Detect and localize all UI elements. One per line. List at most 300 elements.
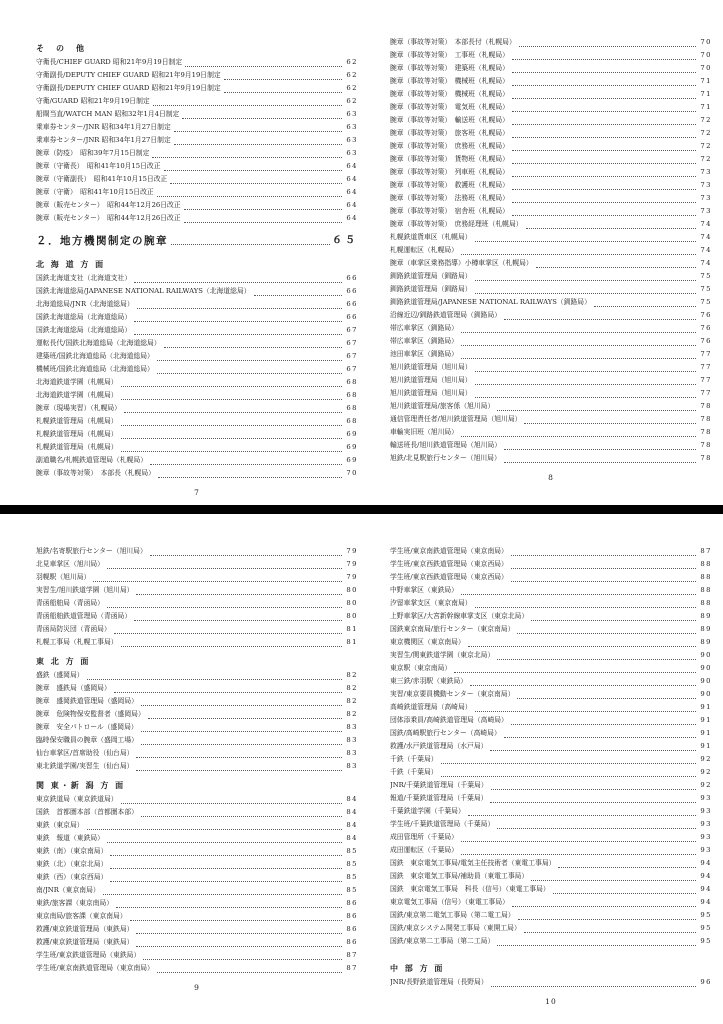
entry-page-number: 86 xyxy=(346,899,358,907)
entry-title: 国鉄 東京電気工事局/補助員（東電工事局） xyxy=(390,872,529,880)
dotted-leader xyxy=(224,69,342,80)
dotted-leader xyxy=(150,545,342,556)
entry-title: 車輪実旧班（旭川局） xyxy=(390,428,458,436)
entry-title: 国鉄/高崎駅旅行センター（高崎局） xyxy=(390,729,501,737)
entry-title: 腕章（守衛） 昭和41年10月15日改正 xyxy=(36,188,154,196)
dotted-leader xyxy=(461,348,696,359)
toc-entry xyxy=(390,740,712,753)
dotted-leader xyxy=(184,199,342,210)
dotted-leader xyxy=(461,244,696,255)
entry-page-number: 87 xyxy=(346,964,358,972)
dotted-leader xyxy=(121,793,342,804)
entry-page-number: 81 xyxy=(346,625,358,633)
entry-page-number: 75 xyxy=(700,285,712,293)
entry-title: 国鉄 東京電気工事局/電気主任技術者（東電工事局） xyxy=(390,859,556,867)
dotted-leader xyxy=(87,669,342,680)
entry-title: 東京駅（東京南局） xyxy=(390,664,452,672)
entry-title: 国鉄/東京第二工事局（第二工局） xyxy=(390,937,495,945)
toc-entry xyxy=(36,845,358,858)
entry-title: 東京電気工事局（信号）（東電工事局） xyxy=(390,898,509,906)
entry-page-number: 90 xyxy=(700,690,712,698)
entry-title: 腕章（事故等対策） 庶務経理班（札幌局） xyxy=(390,220,523,228)
entry-title: 中野車掌区（東鉄局） xyxy=(390,586,458,594)
entry-title: 国鉄/東京第二電気工事局（第二電工局） xyxy=(390,911,515,919)
entry-page-number: 93 xyxy=(700,820,712,828)
page-folio: 7 xyxy=(194,488,200,497)
dotted-leader xyxy=(158,467,342,478)
dotted-leader xyxy=(137,298,342,309)
entry-title: 運転長代/国鉄北海道総局（北海道総局） xyxy=(36,339,161,347)
toc-entry xyxy=(390,805,712,818)
entry-title: 東京機関区（東京南局） xyxy=(390,638,465,646)
entry-page-number: 80 xyxy=(346,599,358,607)
entry-page-number: 63 xyxy=(346,136,358,144)
entry-title: 高崎鉄道管理局（高崎局） xyxy=(390,703,472,711)
dotted-leader xyxy=(531,870,696,881)
dotted-leader xyxy=(130,910,342,921)
entry-title: 旭鉄/北見駅旅行センター（旭川局） xyxy=(390,454,501,462)
dotted-leader xyxy=(490,792,696,803)
entry-title: 東京南局/旅客課（東京南局） xyxy=(36,912,127,920)
toc-entry xyxy=(36,82,358,95)
entry-title: 腕章（事故等対策） 列車班（札幌局） xyxy=(390,168,509,176)
entry-title: 学生班/東京西鉄道管理局（東京西局） xyxy=(390,573,508,581)
entry-page-number: 72 xyxy=(700,129,712,137)
entry-page-number: 94 xyxy=(700,859,712,867)
entry-page-number: 78 xyxy=(700,441,712,449)
entry-page-number: 76 xyxy=(700,324,712,332)
toc-subheader: 東 北 方 面 xyxy=(36,656,91,666)
entry-page-number: 71 xyxy=(700,103,712,111)
entry-page-number: 84 xyxy=(346,795,358,803)
entry-title: 札幌鉄道管理局（札幌局） xyxy=(36,417,118,425)
book-spread-top xyxy=(0,0,723,505)
entry-page-number: 93 xyxy=(700,833,712,841)
entry-title: 釧路鉄道管理局（釧路局） xyxy=(390,272,472,280)
entry-title: 守衛/GUARD 昭和21年9月19日制定 xyxy=(36,97,150,105)
dotted-leader xyxy=(524,922,696,933)
entry-page-number: 89 xyxy=(700,612,712,620)
entry-page-number: 95 xyxy=(700,924,712,932)
entry-title: 救護/東京鉄道管理局（東鉄局） xyxy=(36,925,134,933)
entry-title: 成田運転区（千葉局） xyxy=(390,846,458,854)
dotted-leader xyxy=(116,897,342,908)
entry-page-number: 68 xyxy=(346,417,358,425)
toc-entry xyxy=(36,428,358,441)
toc-entry xyxy=(36,734,358,747)
toc-entry xyxy=(390,545,712,558)
entry-page-number: 83 xyxy=(346,749,358,757)
entry-title: ２．地方機関制定の腕章 xyxy=(36,235,168,247)
entry-page-number: 92 xyxy=(700,781,712,789)
dotted-leader xyxy=(524,413,696,424)
entry-title: 守衛長/CHIEF GUARD 昭和21年9月19日制定 xyxy=(36,58,183,66)
entry-page-number: 67 xyxy=(346,339,358,347)
entry-title: 腕章（事故等対策） 建築班（札幌局） xyxy=(390,64,509,72)
entry-title: 学生班/東京西鉄道管理局（東京西局） xyxy=(390,560,508,568)
entry-page-number: 68 xyxy=(346,404,358,412)
dotted-leader xyxy=(512,166,696,177)
toc-entry xyxy=(36,721,358,734)
entry-page-number: 94 xyxy=(700,885,712,893)
dotted-leader xyxy=(497,649,696,660)
entry-title: 団体添乗員/高崎鉄道管理局（高崎局） xyxy=(390,716,508,724)
toc-entry xyxy=(390,701,712,714)
toc-subheader: 中 部 方 面 xyxy=(390,963,445,973)
entry-page-number: 87 xyxy=(700,547,712,555)
entry-title: 札幌運転区（札幌局） xyxy=(390,246,458,254)
entry-title: 東鉄 報道（東鉄局） xyxy=(36,834,104,842)
dotted-leader xyxy=(461,831,696,842)
dotted-leader xyxy=(114,623,342,634)
entry-title: 旭川鉄道管理局（旭川局） xyxy=(390,389,472,397)
entry-page-number: 78 xyxy=(700,402,712,410)
dotted-leader xyxy=(174,121,342,132)
dotted-leader xyxy=(136,936,342,947)
toc-entry xyxy=(390,257,712,270)
dotted-leader xyxy=(141,695,342,706)
toc-entry xyxy=(390,558,712,571)
dotted-leader xyxy=(152,147,342,158)
entry-title: 青函船舶局（青函局） xyxy=(36,599,104,607)
toc-entry xyxy=(36,897,358,910)
entry-title: 池田車掌区（釧路局） xyxy=(390,350,458,358)
toc-entry xyxy=(390,976,712,989)
dotted-leader xyxy=(497,400,696,411)
entry-page-number: 62 xyxy=(346,71,358,79)
dotted-leader xyxy=(103,884,342,895)
dotted-leader xyxy=(143,949,342,960)
toc-entry xyxy=(390,922,712,935)
toc-entry xyxy=(390,831,712,844)
toc-entry xyxy=(36,147,358,160)
toc-entry xyxy=(36,571,358,584)
toc-entry xyxy=(390,309,712,322)
toc-entry xyxy=(36,669,358,682)
dotted-leader xyxy=(517,688,696,699)
entry-title: 旭鉄/名寄駅旅行センター（旭川局） xyxy=(36,547,147,555)
entry-title: 腕章（販売センター） 昭和44年12月26日改正 xyxy=(36,201,181,209)
entry-title: 汐留車掌支区（東京南局） xyxy=(390,599,472,607)
dotted-leader xyxy=(182,108,342,119)
toc-entry xyxy=(36,134,358,147)
entry-page-number: 86 xyxy=(346,925,358,933)
entry-page-number: 80 xyxy=(346,612,358,620)
dotted-leader xyxy=(171,230,330,245)
toc-entry xyxy=(390,870,712,883)
entry-page-number: 80 xyxy=(346,586,358,594)
entry-page-number: 81 xyxy=(346,638,358,646)
toc-entry xyxy=(390,610,712,623)
dotted-leader xyxy=(490,740,696,751)
dotted-leader xyxy=(531,610,696,621)
dotted-leader xyxy=(141,721,342,732)
entry-title: 国鉄 東京電気工事局 科長（信号）（東電工事局） xyxy=(390,885,550,893)
entry-page-number: 82 xyxy=(346,697,358,705)
toc-entry xyxy=(36,441,358,454)
book-spread-bottom xyxy=(0,514,723,1024)
entry-page-number: 70 xyxy=(700,38,712,46)
entry-page-number: 78 xyxy=(700,454,712,462)
entry-title: 東鉄/旅客課（東京南局） xyxy=(36,899,114,907)
entry-page-number: 67 xyxy=(346,352,358,360)
entry-title: 学生班/東京鉄道管理局（東鉄局） xyxy=(36,951,141,959)
dotted-leader xyxy=(461,844,696,855)
toc-entry xyxy=(36,311,358,324)
page-body xyxy=(390,545,712,989)
entry-title: 臨時保安職員の腕章（盛岡工場） xyxy=(36,736,138,744)
entry-page-number: 86 xyxy=(346,938,358,946)
toc-entry xyxy=(36,186,358,199)
toc-entry xyxy=(390,88,712,101)
entry-page-number: 85 xyxy=(346,860,358,868)
entry-title: 腕章（事故等対策） 宿舎班（札幌局） xyxy=(390,207,509,215)
toc-entry xyxy=(36,160,358,173)
entry-title: 実習/東京要員機動センター（東京南局） xyxy=(390,690,515,698)
entry-title: 乗車券センター/JNR 昭和34年1月27日制定 xyxy=(36,123,171,131)
toc-entry xyxy=(390,413,712,426)
entry-title: 帯広車掌区（釧路局） xyxy=(390,324,458,332)
entry-page-number: 82 xyxy=(346,684,358,692)
entry-title: 札幌鉄道管理局（札幌局） xyxy=(36,430,118,438)
entry-title: 東鉄（西）（東京西局） xyxy=(36,873,108,881)
entry-page-number: 63 xyxy=(346,123,358,131)
toc-entry xyxy=(36,402,358,415)
entry-title: 腕章 盛岡鉄道管理局（盛岡局） xyxy=(36,697,138,705)
entry-page-number: 73 xyxy=(700,194,712,202)
dotted-leader xyxy=(164,337,342,348)
entry-page-number: 63 xyxy=(346,149,358,157)
dotted-leader xyxy=(518,909,696,920)
entry-title: 旭川鉄道管理局（旭川局） xyxy=(390,376,472,384)
entry-page-number: 63 xyxy=(346,110,358,118)
toc-entry xyxy=(36,597,358,610)
dotted-leader xyxy=(512,62,696,73)
toc-entry xyxy=(390,244,712,257)
toc-entry xyxy=(36,363,358,376)
toc-entry xyxy=(36,910,358,923)
entry-title: 腕章（現場実習）（札幌局） xyxy=(36,404,121,412)
entry-title: 北海道総局/JNR（北海道総局） xyxy=(36,300,134,308)
toc-entry xyxy=(390,192,712,205)
entry-page-number: 75 xyxy=(700,272,712,280)
entry-title: 羽幌駅（旭川局） xyxy=(36,573,91,581)
entry-page-number: 84 xyxy=(346,821,358,829)
toc-entry xyxy=(390,935,712,948)
dotted-leader xyxy=(475,387,696,398)
entry-page-number: 73 xyxy=(700,168,712,176)
toc-page xyxy=(390,545,712,1006)
toc-entry xyxy=(36,56,358,69)
entry-page-number: 62 xyxy=(346,84,358,92)
toc-page xyxy=(36,36,358,497)
entry-page-number: 72 xyxy=(700,142,712,150)
toc-entry xyxy=(36,610,358,623)
entry-title: 腕章（事故等対策） 機械班（札幌局） xyxy=(390,77,509,85)
dotted-leader xyxy=(185,56,342,67)
page-folio: 9 xyxy=(194,983,200,992)
toc-entry xyxy=(36,324,358,337)
dotted-leader xyxy=(512,114,696,125)
entry-page-number: 66 xyxy=(346,300,358,308)
dotted-leader xyxy=(475,270,696,281)
entry-title: 北海道鉄道学園（札幌局） xyxy=(36,391,118,399)
toc-entry xyxy=(36,949,358,962)
entry-page-number: 94 xyxy=(700,872,712,880)
dotted-leader xyxy=(141,734,342,745)
dotted-leader xyxy=(475,701,696,712)
entry-page-number: 95 xyxy=(700,937,712,945)
toc-entry xyxy=(36,884,358,897)
entry-page-number: 85 xyxy=(346,886,358,894)
entry-page-number: 72 xyxy=(700,116,712,124)
dotted-leader xyxy=(107,597,342,608)
dotted-leader xyxy=(511,545,696,556)
dotted-leader xyxy=(184,212,342,223)
entry-page-number: 77 xyxy=(700,376,712,384)
toc-entry xyxy=(390,270,712,283)
toc-entry xyxy=(390,896,712,909)
dotted-leader xyxy=(121,428,342,439)
dotted-leader xyxy=(441,753,696,764)
entry-title: 腕章（事故等対策） 機械班（札幌局） xyxy=(390,90,509,98)
entry-title: 東三鉄/赤羽駅（東鉄局） xyxy=(390,677,468,685)
dotted-leader xyxy=(157,186,342,197)
dotted-leader xyxy=(461,426,696,437)
entry-page-number: 94 xyxy=(700,898,712,906)
toc-entry xyxy=(36,108,358,121)
entry-page-number: 88 xyxy=(700,599,712,607)
entry-page-number: 64 xyxy=(346,214,358,222)
page-body xyxy=(36,545,358,975)
entry-page-number: 87 xyxy=(346,951,358,959)
entry-title: 乗車券センター/JNR 昭和34年1月27日制定 xyxy=(36,136,171,144)
toc-entry xyxy=(390,688,712,701)
entry-page-number: 70 xyxy=(346,469,358,477)
entry-title: 南/JNR（東京南局） xyxy=(36,886,100,894)
entry-page-number: 74 xyxy=(700,259,712,267)
toc-entry xyxy=(36,695,358,708)
toc-entry xyxy=(390,649,712,662)
toc-entry xyxy=(390,127,712,140)
toc-entry xyxy=(390,335,712,348)
toc-entry xyxy=(390,636,712,649)
entry-page-number: 64 xyxy=(346,201,358,209)
dotted-leader xyxy=(504,309,696,320)
entry-page-number: 82 xyxy=(346,710,358,718)
entry-page-number: 83 xyxy=(346,762,358,770)
toc-entry xyxy=(390,909,712,922)
entry-title: 東鉄（東京局） xyxy=(36,821,84,829)
entry-title: 東鉄（南）（東京南局） xyxy=(36,847,108,855)
toc-page xyxy=(36,545,358,1006)
toc-entry xyxy=(36,584,358,597)
dotted-leader xyxy=(553,883,696,894)
toc-entry xyxy=(36,337,358,350)
toc-entry xyxy=(36,871,358,884)
entry-page-number: 74 xyxy=(700,233,712,241)
toc-entry xyxy=(36,376,358,389)
dotted-leader xyxy=(136,584,342,595)
toc-entry xyxy=(390,283,712,296)
dotted-leader xyxy=(594,296,696,307)
toc-entry xyxy=(36,936,358,949)
dotted-leader xyxy=(491,779,696,790)
toc-entry xyxy=(390,296,712,309)
dotted-leader xyxy=(110,845,342,856)
entry-title: 北海道鉄道学園（札幌局） xyxy=(36,378,118,386)
toc-entry xyxy=(36,389,358,402)
toc-entry xyxy=(36,95,358,108)
entry-page-number: 83 xyxy=(346,723,358,731)
entry-page-number: 88 xyxy=(700,586,712,594)
toc-entry xyxy=(390,387,712,400)
toc-entry xyxy=(390,792,712,805)
dotted-leader xyxy=(512,88,696,99)
entry-title: 国鉄北海道総局/JAPANESE NATIONAL RAILWAYS（北海道総局） xyxy=(36,287,251,295)
dotted-leader xyxy=(512,896,696,907)
entry-title: 学生班/東京南鉄道管理局（東京南局） xyxy=(390,547,508,555)
dotted-leader xyxy=(504,727,696,738)
entry-title: 沿線近辺/釧路鉄道管理局（釧路局） xyxy=(390,311,502,319)
toc-entry xyxy=(36,623,358,636)
entry-title: 輸送班長/旭川鉄道管理局（旭川局） xyxy=(390,441,502,449)
dotted-leader xyxy=(134,610,342,621)
entry-title: 腕章（事故等対策） 本部長付（札幌局） xyxy=(390,38,516,46)
entry-page-number: 66 xyxy=(346,313,358,321)
entry-title: 上野車掌区/大宮新幹線車掌支区（東京北局） xyxy=(390,612,529,620)
entry-page-number: 77 xyxy=(700,350,712,358)
entry-title: 船閘当直/WATCH MAN 昭和32年1月4日制定 xyxy=(36,110,180,118)
toc-entry xyxy=(390,400,712,413)
toc-entry xyxy=(36,760,358,773)
dotted-leader xyxy=(107,832,342,843)
entry-title: 札幌鉄道貨車区（札幌局） xyxy=(390,233,472,241)
toc-entry xyxy=(36,545,358,558)
entry-title: 青函局防災団（青函局） xyxy=(36,625,111,633)
dotted-leader xyxy=(93,571,342,582)
entry-title: 報道/千葉鉄道管理局（千葉局） xyxy=(390,794,488,802)
dotted-leader xyxy=(497,935,696,946)
toc-entry xyxy=(390,140,712,153)
entry-page-number: 62 xyxy=(346,58,358,66)
entry-title: 腕章（事故等対策） 本部長（札幌局） xyxy=(36,469,155,477)
entry-page-number: 66 xyxy=(346,274,358,282)
toc-entry xyxy=(36,199,358,212)
dotted-leader xyxy=(136,923,342,934)
entry-page-number: 93 xyxy=(700,846,712,854)
entry-title: 千鉄（千葉局） xyxy=(390,755,438,763)
dotted-leader xyxy=(153,95,342,106)
entry-page-number: 72 xyxy=(700,155,712,163)
page-body xyxy=(36,36,358,480)
entry-page-number: 64 xyxy=(346,162,358,170)
entry-title: 腕章（事故等対策） 電気班（札幌局） xyxy=(390,103,509,111)
dotted-leader xyxy=(475,361,696,372)
entry-title: 成田管理所（千葉局） xyxy=(390,833,458,841)
dotted-leader xyxy=(170,173,342,184)
dotted-leader xyxy=(512,205,696,216)
entry-title: 実習生/関東鉄道学園（東京北局） xyxy=(390,651,495,659)
dotted-leader xyxy=(224,82,342,93)
spread-divider xyxy=(0,505,723,514)
entry-page-number: 90 xyxy=(700,677,712,685)
toc-entry xyxy=(36,350,358,363)
toc-entry xyxy=(36,962,358,975)
toc-entry xyxy=(390,75,712,88)
entry-title: 国鉄東京南局/旅行センター（東京南局） xyxy=(390,625,515,633)
page-folio: 10 xyxy=(545,997,557,1006)
